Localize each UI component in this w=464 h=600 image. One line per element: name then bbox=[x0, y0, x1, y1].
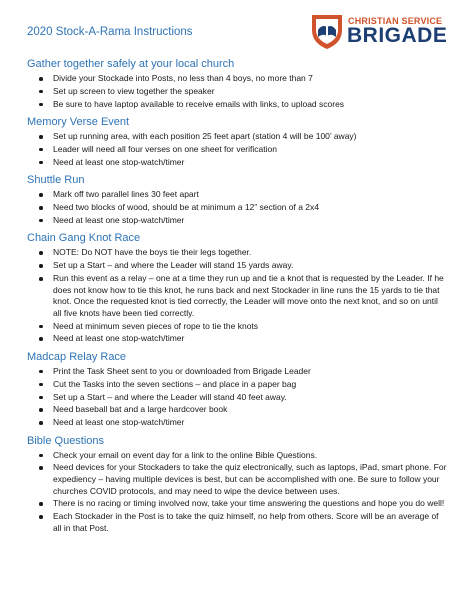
list-item-text: Need at least one stop-watch/timer bbox=[53, 417, 185, 428]
bullet-icon bbox=[39, 135, 43, 139]
bullet-icon bbox=[39, 264, 43, 268]
list-item-text: Need at minimum seven pieces of rope to tie the knots bbox=[53, 320, 259, 331]
list-item bbox=[27, 157, 447, 169]
list-item-text: Set up a Start – and where the Leader will stand 40 feet away. bbox=[53, 391, 287, 402]
logo-line1: CHRISTIAN SERVICE bbox=[348, 16, 443, 26]
bullet-list bbox=[27, 189, 447, 226]
list-item bbox=[27, 247, 447, 259]
list-item-text: Each Stockader in the Post is to take the quiz himself, no help from others. Score will be an average of all in that Post. bbox=[53, 511, 439, 533]
bullet-list bbox=[27, 73, 447, 110]
list-item bbox=[27, 392, 447, 404]
list-item-text: Cut the Tasks into the seven sections – and place in a paper bag bbox=[53, 378, 297, 389]
list-item-text: Need at least one stop-watch/timer bbox=[53, 333, 185, 344]
list-item bbox=[27, 86, 447, 98]
bullet-list bbox=[27, 450, 447, 535]
list-item bbox=[27, 417, 447, 429]
bullet-list bbox=[27, 131, 447, 168]
list-item bbox=[27, 260, 447, 272]
list-item-text: Need at least one stop-watch/timer bbox=[53, 156, 185, 167]
bullet-list bbox=[27, 247, 447, 345]
list-item-text: Check your email on event day for a link to the online Bible Questions. bbox=[53, 449, 318, 460]
list-item bbox=[27, 379, 447, 391]
list-item bbox=[27, 215, 447, 227]
list-item bbox=[27, 202, 447, 214]
bullet-icon bbox=[39, 337, 43, 341]
list-item bbox=[27, 511, 447, 534]
list-item-text: NOTE: Do NOT have the boys tie their legs together. bbox=[53, 247, 252, 258]
list-item bbox=[27, 99, 447, 111]
list-item-text: Set up screen to view together the speaker bbox=[53, 85, 215, 96]
list-item bbox=[27, 450, 447, 462]
bullet-list bbox=[27, 366, 447, 429]
section-heading: Madcap Relay Race bbox=[27, 350, 127, 363]
bullet-icon bbox=[39, 77, 43, 81]
bullet-icon bbox=[39, 454, 43, 458]
list-item bbox=[27, 73, 447, 85]
section bbox=[27, 173, 447, 226]
list-item-text: Print the Task Sheet sent to you or downloaded from Brigade Leader bbox=[53, 365, 311, 376]
section bbox=[27, 231, 447, 345]
section-heading: Memory Verse Event bbox=[27, 116, 130, 129]
section bbox=[27, 57, 447, 110]
bullet-icon bbox=[39, 396, 43, 400]
list-item bbox=[27, 189, 447, 201]
logo-line2: BRIGADE bbox=[347, 24, 448, 47]
bullet-icon bbox=[39, 161, 43, 165]
list-item bbox=[27, 321, 447, 333]
list-item bbox=[27, 144, 447, 156]
bullet-icon bbox=[39, 408, 43, 412]
section-heading: Gather together safely at your local church bbox=[27, 58, 235, 70]
section bbox=[27, 434, 447, 535]
list-item-text: Divide your Stockade into Posts, no less than 4 boys, no more than 7 bbox=[53, 73, 313, 83]
brigade-logo bbox=[310, 10, 448, 52]
bullet-icon bbox=[39, 251, 43, 255]
bullet-icon bbox=[39, 90, 43, 94]
bullet-icon bbox=[39, 206, 43, 210]
bullet-icon bbox=[39, 193, 43, 197]
list-item-text: Run this event as a relay – one at a time they run up and tie a knot that is requested by the Leader. If he does not know how to tie this knot, he runs back and next Stockader in line runs the 15 yards to tie that knot. Once the requested knot is tied correctly, the Leader will move onto the next knot, and so on until all five knots have been tied correctly. bbox=[53, 273, 444, 318]
section-heading: Chain Gang Knot Race bbox=[27, 232, 141, 245]
bullet-icon bbox=[39, 325, 43, 329]
list-item-text: Need at least one stop-watch/timer bbox=[53, 214, 185, 225]
bullet-icon bbox=[39, 219, 43, 223]
bullet-icon bbox=[39, 148, 43, 152]
section bbox=[27, 350, 447, 429]
bullet-icon bbox=[39, 370, 43, 374]
section bbox=[27, 115, 447, 168]
bullet-icon bbox=[39, 277, 43, 281]
bullet-icon bbox=[39, 515, 43, 519]
bullet-icon bbox=[39, 383, 43, 387]
bullet-icon bbox=[39, 502, 43, 506]
list-item-text: Be sure to have laptop available to receive emails with links, to upload scores bbox=[53, 98, 345, 109]
list-item bbox=[27, 462, 447, 497]
list-item-text: Leader will need all four verses on one sheet for verification bbox=[53, 143, 277, 154]
shield-icon bbox=[310, 12, 344, 50]
list-item-text: Mark off two parallel lines 30 feet apart bbox=[53, 189, 199, 200]
list-item bbox=[27, 131, 447, 143]
list-item-text: Need two blocks of wood, should be at minimum a 12” section of a 2x4 bbox=[53, 202, 320, 213]
document-title: 2020 Stock-A-Rama Instructions bbox=[27, 26, 193, 38]
list-item-text: Need baseball bat and a large hardcover book bbox=[53, 404, 228, 415]
section-heading: Shuttle Run bbox=[27, 174, 85, 187]
list-item bbox=[27, 273, 447, 319]
list-item-text: Need devices for your Stockaders to take the quiz electronically, such as laptops, iPad, smart phone. For expediency – having multiple devices is best, but can be accomplished with one. Be sure to follow your churches COVID protocols, and may need to wipe the device between uses. bbox=[53, 462, 447, 496]
list-item bbox=[27, 498, 447, 510]
bullet-icon bbox=[39, 421, 43, 425]
list-item-text: Set up running area, with each position 25 feet apart (station 4 will be 100’ away) bbox=[53, 131, 357, 142]
list-item bbox=[27, 404, 447, 416]
list-item-text: There is no racing or timing involved now, take your time answering the questions and hope you do well! bbox=[53, 498, 445, 509]
bullet-icon bbox=[39, 103, 43, 107]
list-item bbox=[27, 366, 447, 378]
document-body bbox=[27, 52, 447, 536]
section-heading: Bible Questions bbox=[27, 434, 105, 447]
bullet-icon bbox=[39, 466, 43, 470]
list-item bbox=[27, 333, 447, 345]
list-item-text: Set up a Start – and where the Leader will stand 15 yards away. bbox=[53, 260, 294, 271]
